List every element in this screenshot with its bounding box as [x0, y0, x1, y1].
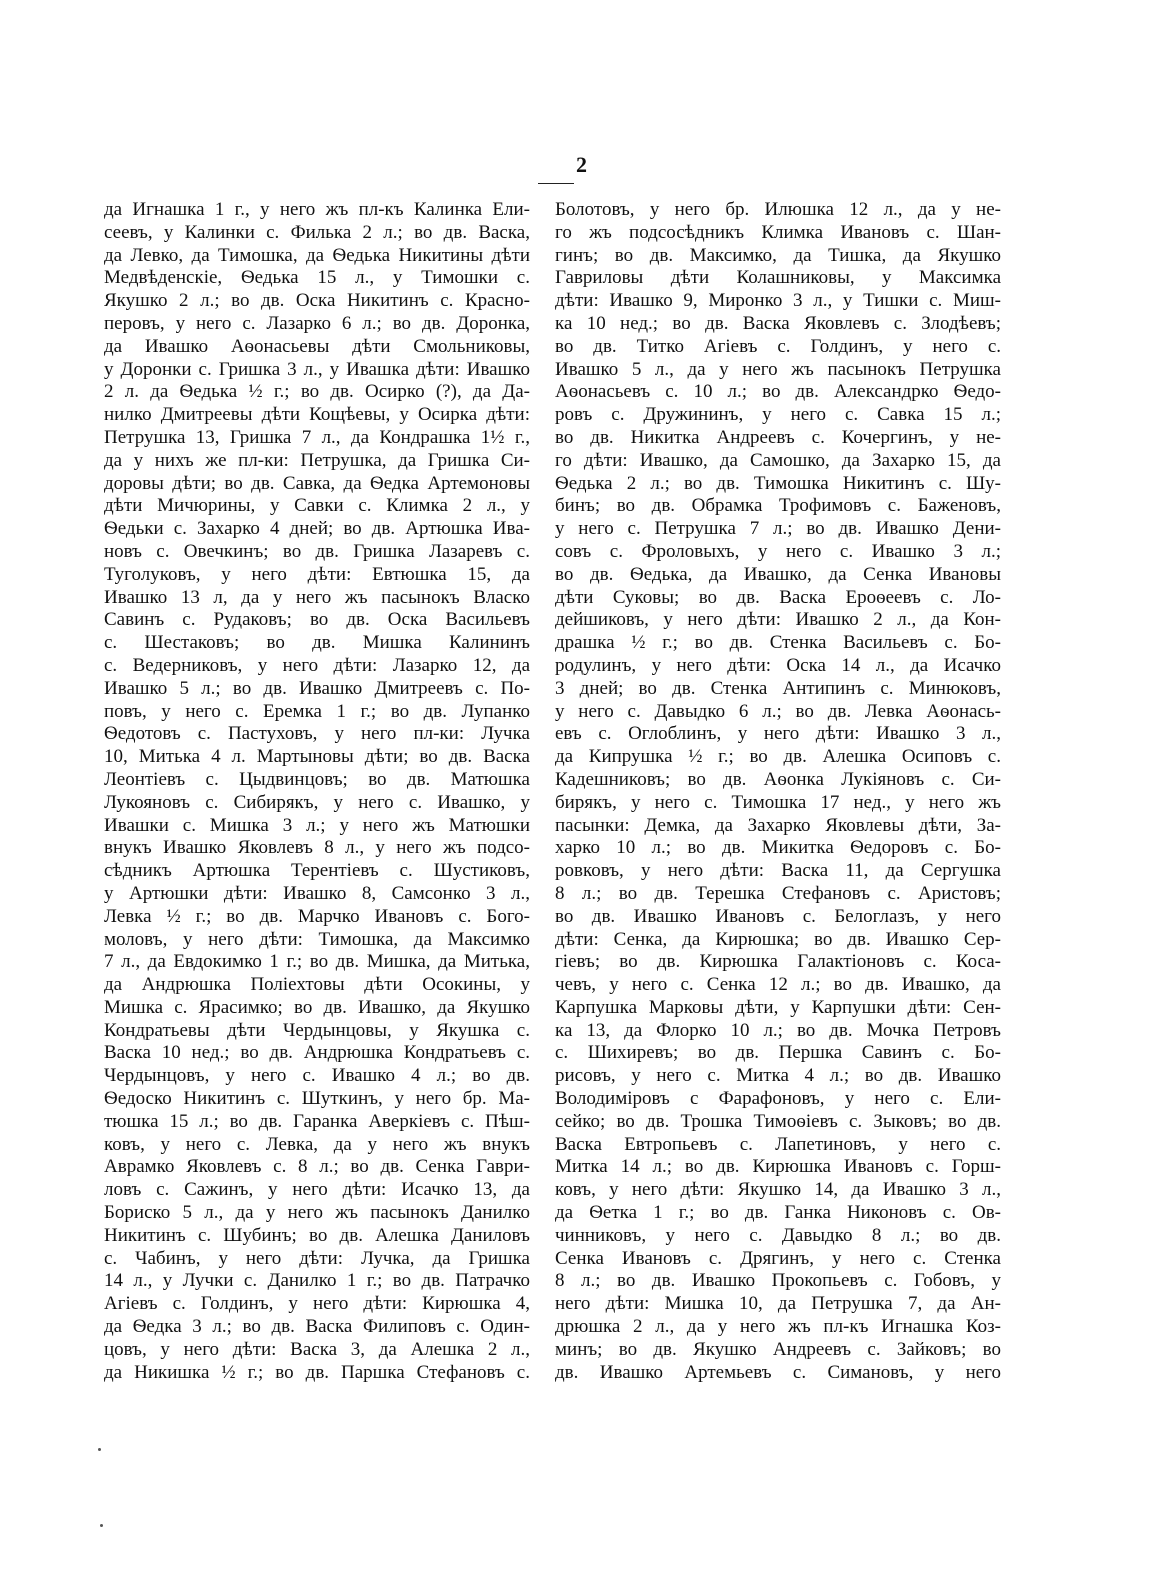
- text-line: пасынки: Демка, да Захарко Яковлевы дѣти, За-: [555, 814, 1001, 836]
- text-line: во дв. Ивашко Ивановъ с. Белоглазъ, у него: [555, 905, 1001, 927]
- text-line: Васка 10 нед.; во дв. Андрюшка Кондратьевъ с.: [104, 1042, 530, 1064]
- text-line: сейко; во дв. Трошка Тимоѳіевъ с. Зыковъ; во дв.: [555, 1110, 1001, 1132]
- text-line: Васка Евтропьевъ с. Лапетиновъ, у него с.: [555, 1133, 1001, 1155]
- text-line: Мишка с. Ярасимко; во дв. Ивашко, да Якушко: [104, 996, 530, 1018]
- text-line: Левка ½ г.; во дв. Марчко Ивановъ с. Бого-: [104, 905, 530, 927]
- text-line: Петрушка 13, Гришка 7 л., да Кондрашка 1½ г.,: [104, 426, 530, 448]
- text-line: да у нихъ же пл-ки: Петрушка, да Гришка Си-: [104, 449, 530, 471]
- text-line: 10, Митька 4 л. Мартыновы дѣти; во дв. Васка: [104, 746, 530, 768]
- text-line: родулинъ, у него дѣти: Оска 14 л., да Исачко: [555, 654, 1001, 676]
- text-line: у него с. Петрушка 7 л.; во дв. Ивашко Дени-: [555, 518, 1001, 540]
- scan-speck: [100, 1524, 103, 1527]
- text-line: Якушко 2 л.; во дв. Оска Никитинъ с. Красно-: [104, 290, 530, 312]
- text-line: гіевъ; во дв. Кирюшка Галактіоновъ с. Коса-: [555, 951, 1001, 973]
- text-line: да Ѳедка 3 л.; во дв. Васка Филиповъ с. Один-: [104, 1316, 530, 1338]
- text-line: доровы дѣти; во дв. Савка, да Ѳедка Артемоновы: [104, 472, 530, 494]
- text-line: моловъ, у него дѣти: Тимошка, да Максимко: [104, 928, 530, 950]
- text-line: го жъ подсосѣдникъ Климка Ивановъ с. Шан-: [555, 221, 1001, 243]
- text-line: евъ с. Оглоблинъ, у него дѣти: Ивашко 3 л.,: [555, 723, 1001, 745]
- text-line: 8 л.; во дв. Ивашко Прокопьевъ с. Гобовъ, у: [555, 1270, 1001, 1292]
- text-line: ловъ с. Сажинъ, у него дѣти: Исачко 13, да: [104, 1179, 530, 1201]
- text-line: нилко Дмитреевы дѣти Кощѣевы, у Осирка дѣти:: [104, 404, 530, 426]
- text-line: дѣти Мичюрины, у Савки с. Климка 2 л., у: [104, 495, 530, 517]
- text-line: да Левко, да Тимошка, да Ѳедька Никитины дѣти: [104, 244, 530, 266]
- text-line: Ѳедька 2 л.; во дв. Тимошка Никитинъ с. Шу-: [555, 472, 1001, 494]
- text-line: с. Чабинъ, у него дѣти: Лучка, да Гришка: [104, 1247, 530, 1269]
- text-line: сѣдникъ Артюшка Терентіевъ с. Шустиковъ,: [104, 860, 530, 882]
- page-number: 2: [576, 152, 587, 177]
- text-line: Ѳедоско Никитинъ с. Шуткинъ, у него бр. Ма-: [104, 1088, 530, 1110]
- text-line: перовъ, у него с. Лазарко 6 л.; во дв. Доронка,: [104, 312, 530, 334]
- text-line: Володиміровъ с Фарафоновъ, у него с. Ели-: [555, 1088, 1001, 1110]
- text-line: Кондратьевы дѣти Чердынцовы, у Якушка с.: [104, 1019, 530, 1041]
- text-line: Савинъ с. Рудаковъ; во дв. Оска Васильевъ: [104, 609, 530, 631]
- text-line: ка 10 нед.; во дв. Васка Яковлевъ с. Злодѣевъ;: [555, 312, 1001, 334]
- text-line: 7 л., да Евдокимко 1 г.; во дв. Мишка, да Митька,: [104, 951, 530, 973]
- text-line: да Никишка ½ г.; во дв. Паршка Стефановъ с.: [104, 1361, 530, 1383]
- text-line: 2 л. да Ѳедька ½ г.; во дв. Осирко (?), да Да-: [104, 381, 530, 403]
- text-line: бинъ; во дв. Обрамка Трофимовъ с. Баженовъ,: [555, 495, 1001, 517]
- text-line: дѣти: Ивашко 9, Миронко 3 л., у Тишки с. Миш-: [555, 290, 1001, 312]
- text-line: новъ с. Овечкинъ; во дв. Гришка Лазаревъ с.: [104, 540, 530, 562]
- text-line: с. Шихиревъ; во дв. Першка Савинъ с. Бо-: [555, 1042, 1001, 1064]
- right-column: [555, 199, 1001, 1384]
- text-line: Болотовъ, у него бр. Илюшка 12 л., да у не-: [555, 199, 1001, 220]
- text-line: дв. Ивашко Артемьевъ с. Симановъ, у него: [555, 1361, 1001, 1383]
- text-line: дѣти: Сенка, да Кирюшка; во дв. Ивашко Сер-: [555, 928, 1001, 950]
- text-line: Ивашко 13 л, да у него жъ пасынокъ Власко: [104, 586, 530, 608]
- header-rule: [538, 183, 574, 184]
- text-line: Ѳедьки с. Захарко 4 дней; во дв. Артюшка Ива-: [104, 518, 530, 540]
- text-line: ровъ с. Дружининъ, у него с. Савка 15 л.;: [555, 404, 1001, 426]
- text-line: чинниковъ, у него с. Давыдко 8 л.; во дв.: [555, 1224, 1001, 1246]
- scan-speck: [98, 1448, 101, 1451]
- text-line: Аврамко Яковлевъ с. 8 л.; во дв. Сенка Гаври-: [104, 1156, 530, 1178]
- text-line: 14 л., у Лучки с. Данилко 1 г.; во дв. Патрачко: [104, 1270, 530, 1292]
- text-line: гинъ; во дв. Максимко, да Тишка, да Якушко: [555, 244, 1001, 266]
- text-line: сеевъ, у Калинки с. Филька 2 л.; во дв. Васка,: [104, 221, 530, 243]
- text-line: повъ, у него с. Еремка 1 г.; во дв. Лупанко: [104, 700, 530, 722]
- left-column: [104, 199, 530, 1384]
- text-line: него дѣти: Мишка 10, да Петрушка 7, да Ан-: [555, 1293, 1001, 1315]
- text-line: да Игнашка 1 г., у него жъ пл-къ Калинка Ели-: [104, 199, 530, 220]
- text-line: да Андрюшка Поліехтовы дѣти Осокины, у: [104, 974, 530, 996]
- text-line: Ивашко 5 л.; во дв. Ивашко Дмитреевъ с. По-: [104, 677, 530, 699]
- text-line: Чердынцовъ, у него с. Ивашко 4 л.; во дв.: [104, 1065, 530, 1087]
- text-line: 3 дней; во дв. Стенка Антипинъ с. Минюковъ,: [555, 677, 1001, 699]
- text-line: цовъ, у него дѣти: Васка 3, да Алешка 2 л.,: [104, 1338, 530, 1360]
- text-line: рисовъ, у него с. Митка 4 л.; во дв. Ивашко: [555, 1065, 1001, 1087]
- text-line: Сенка Ивановъ с. Дрягинъ, у него с. Стенка: [555, 1247, 1001, 1269]
- text-line: харко 10 л.; во дв. Микитка Ѳедоровъ с. Бо-: [555, 837, 1001, 859]
- text-line: Туголуковъ, у него дѣти: Евтюшка 15, да: [104, 563, 530, 585]
- text-line: Лукояновъ с. Сибирякъ, у него с. Ивашко, у: [104, 791, 530, 813]
- text-line: бирякъ, у него с. Тимошка 17 нед., у него жъ: [555, 791, 1001, 813]
- text-line: да Ивашко Аѳонасьевы дѣти Смольниковы,: [104, 335, 530, 357]
- text-line: ковъ, у него с. Левка, да у него жъ внукъ: [104, 1133, 530, 1155]
- text-line: с. Шестаковъ; во дв. Мишка Калининъ: [104, 632, 530, 654]
- text-line: ровковъ, у него дѣти: Васка 11, да Сергушка: [555, 860, 1001, 882]
- text-line: чевъ, у него с. Сенка 12 л.; во дв. Ивашко, да: [555, 974, 1001, 996]
- text-line: Кадешниковъ; во дв. Аѳонка Лукіяновъ с. Си-: [555, 768, 1001, 790]
- text-line: да Ѳетка 1 г.; во дв. Ганка Никоновъ с. Ов-: [555, 1202, 1001, 1224]
- text-line: Аѳонасьевъ с. 10 л.; во дв. Александрко Ѳедо-: [555, 381, 1001, 403]
- text-line: Никитинъ с. Шубинъ; во дв. Алешка Даниловъ: [104, 1224, 530, 1246]
- text-line: Медвѣденскіе, Ѳедька 15 л., у Тимошки с.: [104, 267, 530, 289]
- text-line: минъ; во дв. Якушко Андреевъ с. Зайковъ; во: [555, 1338, 1001, 1360]
- text-line: с. Ведерниковъ, у него дѣти: Лазарко 12, да: [104, 654, 530, 676]
- text-line: внукъ Ивашко Яковлевъ 8 л., у него жъ подсо-: [104, 837, 530, 859]
- text-line: ка 13, да Флорко 10 л.; во дв. Мочка Петровъ: [555, 1019, 1001, 1041]
- text-line: го дѣти: Ивашко, да Самошко, да Захарко 15, да: [555, 449, 1001, 471]
- text-line: у него с. Давыдко 6 л.; во дв. Левка Аѳонась-: [555, 700, 1001, 722]
- text-line: да Кипрушка ½ г.; во дв. Алешка Осиповъ с.: [555, 746, 1001, 768]
- text-line: дрюшка 2 л., да у него жъ пл-къ Игнашка Коз-: [555, 1316, 1001, 1338]
- text-line: Карпушка Марковы дѣти, у Карпушки дѣти: Сен-: [555, 996, 1001, 1018]
- text-line: Гавриловы дѣти Колашниковы, у Максимка: [555, 267, 1001, 289]
- text-line: ковъ, у него дѣти: Якушко 14, да Ивашко 3 л.,: [555, 1179, 1001, 1201]
- text-line: Ивашки с. Мишка 3 л.; у него жъ Матюшки: [104, 814, 530, 836]
- text-line: Ѳедотовъ с. Пастуховъ, у него пл-ки: Лучка: [104, 723, 530, 745]
- text-line: Леонтіевъ с. Цыдвинцовъ; во дв. Матюшка: [104, 768, 530, 790]
- text-line: во дв. Ѳедька, да Ивашко, да Сенка Ивановы: [555, 563, 1001, 585]
- text-line: во дв. Никитка Андреевъ с. Кочергинъ, у не-: [555, 426, 1001, 448]
- text-line: Митка 14 л.; во дв. Кирюшка Ивановъ с. Горш-: [555, 1156, 1001, 1178]
- text-line: тюшка 15 л.; во дв. Гаранка Аверкіевъ с. Пѣш-: [104, 1110, 530, 1132]
- text-line: у Доронки с. Гришка 3 л., у Ивашка дѣти: Ивашко: [104, 358, 530, 380]
- text-line: во дв. Титко Агіевъ с. Голдинъ, у него с.: [555, 335, 1001, 357]
- text-line: драшка ½ г.; во дв. Стенка Васильевъ с. Бо-: [555, 632, 1001, 654]
- text-line: Ивашко 5 л., да у него жъ пасынокъ Петрушка: [555, 358, 1001, 380]
- text-line: у Артюшки дѣти: Ивашко 8, Самсонко 3 л.,: [104, 882, 530, 904]
- text-line: 8 л.; во дв. Терешка Стефановъ с. Аристовъ;: [555, 882, 1001, 904]
- text-line: дѣти Суковы; во дв. Васка Ероѳеевъ с. Ло-: [555, 586, 1001, 608]
- text-line: Агіевъ с. Голдинъ, у него дѣти: Кирюшка 4,: [104, 1293, 530, 1315]
- text-line: Бориско 5 л., да у него жъ пасынокъ Данилко: [104, 1202, 530, 1224]
- text-line: дейшиковъ, у него дѣти: Ивашко 2 л., да Кон-: [555, 609, 1001, 631]
- text-line: совъ с. Фроловыхъ, у него с. Ивашко 3 л.;: [555, 540, 1001, 562]
